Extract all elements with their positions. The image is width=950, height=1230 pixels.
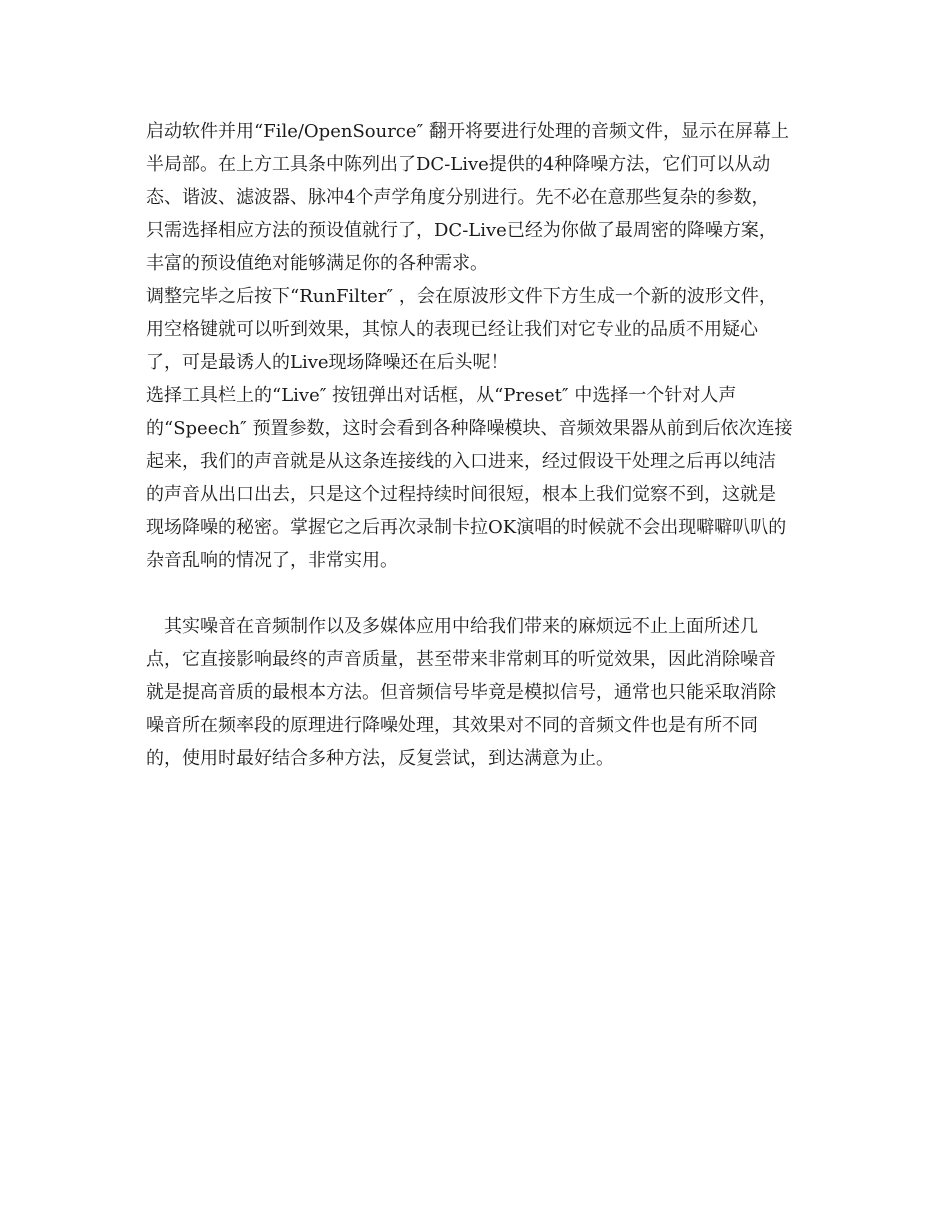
text-line: 的声音从出口出去，只是这个过程持续时间很短，根本上我们觉察不到，这就是 — [146, 484, 776, 505]
text-line: 点，它直接影响最终的声音质量，甚至带来非常刺耳的听觉效果，因此消除噪音 — [146, 649, 776, 670]
text-line: 起来，我们的声音就是从这条连接线的入口进来，经过假设干处理之后再以纯洁 — [146, 451, 776, 472]
text-line: 态、谐波、滤波器、脉冲4个声学角度分别进行。先不必在意那些复杂的参数， — [146, 187, 770, 208]
text-line: 选择工具栏上的“Live″ 按钮弹出对话框，从“Preset″ 中选择一个针对人声 — [146, 385, 737, 406]
text-block-conclusion — [146, 610, 816, 775]
text-line: 的“Speech″ 预置参数，这时会看到各种降噪模块、音频效果器从前到后依次连接 — [146, 418, 793, 439]
text-line: 了，可是最诱人的Live现场降噪还在后头呢！ — [146, 352, 509, 373]
text-line: 现场降噪的秘密。掌握它之后再次录制卡拉OK演唱的时候就不会出现噼噼叭叭的 — [146, 517, 787, 538]
text-line: 的，使用时最好结合多种方法，反复尝试，到达满意为止。 — [146, 748, 614, 769]
text-line: 杂音乱响的情况了，非常实用。 — [146, 550, 398, 571]
text-line: 用空格键就可以听到效果，其惊人的表现已经让我们对它专业的品质不用疑心 — [146, 319, 758, 340]
text-line: 半局部。在上方工具条中陈列出了DC-Live提供的4种降噪方法，它们可以从动 — [146, 154, 771, 175]
text-line: 其实噪音在音频制作以及多媒体应用中给我们带来的麻烦远不止上面所述几 — [146, 616, 758, 637]
text-line: 就是提高音质的最根本方法。但音频信号毕竟是模拟信号，通常也只能采取消除 — [146, 682, 776, 703]
text-line: 启动软件并用“File/OpenSource″ 翻开将要进行处理的音频文件，显示在屏幕上 — [146, 121, 789, 142]
document-body — [146, 115, 816, 775]
text-line: 噪音所在频率段的原理进行降噪处理，其效果对不同的音频文件也是有所不同 — [146, 715, 758, 736]
text-block-software-steps — [146, 115, 816, 577]
text-line: 丰富的预设值绝对能够满足你的各种需求。 — [146, 253, 488, 274]
text-line: 调整完毕之后按下“RunFilter″ ，会在原波形文件下方生成一个新的波形文件， — [146, 286, 777, 307]
paragraph-gap — [146, 577, 816, 610]
text-line: 只需选择相应方法的预设值就行了，DC-Live已经为你做了最周密的降噪方案， — [146, 220, 777, 241]
